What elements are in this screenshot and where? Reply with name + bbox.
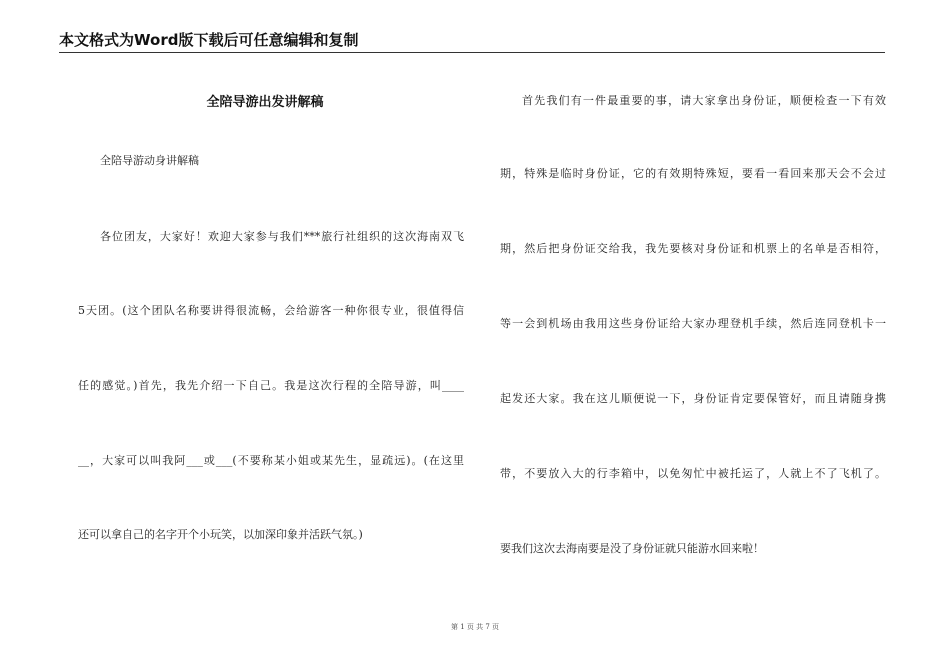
- paragraph-line: 起发还大家。我在这儿顺便说一下，身份证肯定要保管好，而且请随身携: [500, 392, 886, 405]
- paragraph-line: 等一会到机场由我用这些身份证给大家办理登机手续，然后连同登机卡一: [500, 317, 886, 330]
- download-banner: 本文格式为Word版下载后可任意编辑和复制: [59, 31, 359, 49]
- paragraph-line: 带，不要放入大的行李箱中，以免匆忙中被托运了，人就上不了飞机了。: [500, 467, 886, 480]
- banner-divider: [59, 52, 885, 53]
- document-title: 全陪导游出发讲解稿: [206, 95, 324, 110]
- paragraph-line: 任的感觉。)首先，我先介绍一下自己。我是这次行程的全陪导游，叫____: [78, 379, 464, 392]
- page-number: 第 1 页 共 7 页: [450, 623, 500, 631]
- paragraph-line: 还可以拿自己的名字开个小玩笑，以加深印象并活跃气氛。): [78, 528, 363, 541]
- paragraph-line: 5天团。(这个团队名称要讲得很流畅，会给游客一种你很专业，很值得信: [78, 304, 464, 317]
- paragraph-line: 期，然后把身份证交给我，我先要核对身份证和机票上的名单是否相符，: [500, 242, 886, 255]
- paragraph-line: __，大家可以叫我阿___或___(不要称某小姐或某先生，显疏远)。(在这里: [78, 454, 464, 467]
- paragraph-line: 期，特殊是临时身份证，它的有效期特殊短，要看一看回来那天会不会过: [500, 167, 886, 180]
- paragraph-line: 要我们这次去海南要是没了身份证就只能游水回来啦！: [500, 542, 764, 555]
- paragraph-line: 各位团友，大家好！欢迎大家参与我们***旅行社组织的这次海南双飞: [100, 230, 464, 243]
- paragraph-line: 首先我们有一件最重要的事，请大家拿出身份证，顺便检查一下有效: [522, 94, 886, 107]
- subtitle-line: 全陪导游动身讲解稿: [100, 154, 199, 167]
